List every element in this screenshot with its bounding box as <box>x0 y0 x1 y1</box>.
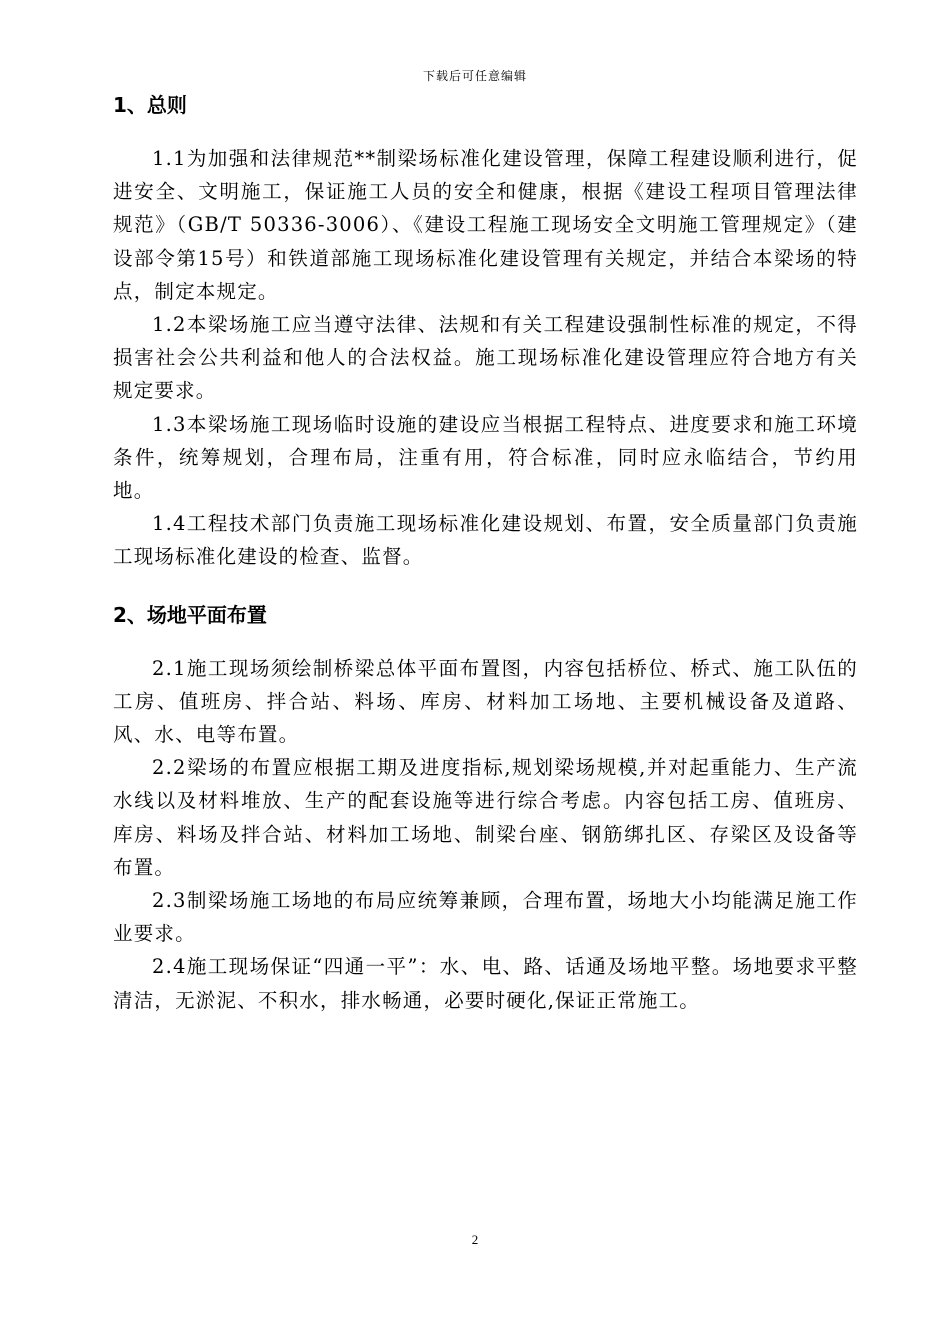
paragraph-2-2: 2.2梁场的布置应根据工期及进度指标,规划梁场规模,并对起重能力、生产流水线以及材料堆放、生产的配套设施等进行综合考虑。内容包括工房、值班房、库房、料场及拌合站、材料加工场地、制梁台座、钢筋绑扎区、存梁区及设备等布置。 <box>113 756 858 879</box>
paragraph-2-3: 2.3制梁场施工场地的布局应统筹兼顾，合理布置，场地大小均能满足施工作业要求。 <box>113 889 858 946</box>
paragraph-1-4: 1.4工程技术部门负责施工现场标准化建设规划、布置，安全质量部门负责施工现场标准化建设的检查、监督。 <box>113 512 858 569</box>
section-heading-site-layout: 2、场地平面布置 <box>113 602 267 627</box>
paragraph-1-2: 1.2本梁场施工应当遵守法律、法规和有关工程建设强制性标准的规定，不得损害社会公共利益和他人的合法权益。施工现场标准化建设管理应符合地方有关规定要求。 <box>113 313 858 403</box>
document-body <box>113 88 858 1017</box>
page-number: 2 <box>471 1232 479 1247</box>
section-site-layout <box>113 598 858 1017</box>
section-heading-general: 1、总则 <box>113 93 187 117</box>
page-header-note: 下载后可任意编辑 <box>422 69 527 83</box>
paragraph-1-1: 1.1为加强和法律规范**制梁场标准化建设管理，保障工程建设顺利进行，促进安全、文明施工，保证施工人员的安全和健康，根据《建设工程项目管理法律规范》（GB/T 50336-3006）、《建设工程施工现场安全文明施工管理规定》（建设部令第15号）和铁道部施工现场标准化建设管理有关规定，并结合本梁场的特点，制定本规定。 <box>113 147 858 303</box>
paragraph-2-1: 2.1施工现场须绘制桥梁总体平面布置图，内容包括桥位、桥式、施工队伍的工房、值班房、拌合站、料场、库房、材料加工场地、主要机械设备及道路、风、水、电等布置。 <box>113 656 858 747</box>
paragraph-2-4: 2.4施工现场保证“四通一平”：水、电、路、话通及场地平整。场地要求平整清洁，无淤泥、不积水，排水畅通，必要时硬化,保证正常施工。 <box>113 955 858 1012</box>
paragraph-1-3: 1.3本梁场施工现场临时设施的建设应当根据工程特点、进度要求和施工环境条件，统筹规划，合理布局，注重有用，符合标准，同时应永临结合，节约用地。 <box>113 412 858 503</box>
section-general <box>113 88 858 574</box>
